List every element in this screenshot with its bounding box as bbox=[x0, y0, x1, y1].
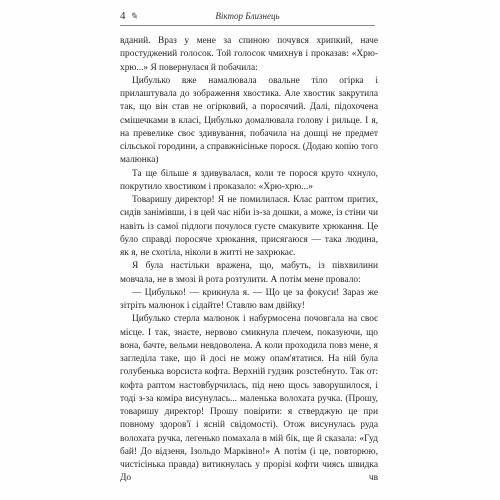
paragraph: Та ще більше я здивувалася, коли те порося круто чхнуло, покрутило хвостиком і проказало: «Хрю-хрю...» bbox=[120, 168, 378, 192]
page-number: 4 bbox=[120, 10, 126, 22]
paragraph: — Цибулько! — крикнула я. — Що це за фокуси! Зараз же зітріть малюнок і сідайте! Ставлю вам двійку! bbox=[120, 287, 378, 311]
running-title: Віктор Близнець bbox=[215, 11, 280, 21]
paragraph: вданий. Враз у мене за спиною почувся хрипкий, наче простуджений голосок. Той голосок чмихнув і проказав: «Хрю-хрю...» Я повернулася й побачила: bbox=[120, 36, 378, 73]
page-header bbox=[120, 10, 375, 26]
ornament-icon: ✎ bbox=[130, 11, 138, 21]
paragraph: Я була настільки вражена, що, мабуть, із півхвилини мовчала, не в змозі й рота розтулити. А потім мене провало: bbox=[120, 261, 378, 285]
paragraph: Цибулько стерла малюнок і набурмосена почовгала на своє місце. І так, знаєте, нервово смикнула плечем, показуючи, що вона, бачте, вельми невдоволена. А коли проходила повз мене, я загледіла таке, що й досі не можу опам'ятатися. На ній була голубенька ворсиста кофта. Верхній гудзик розстебнуто. Так от: кофта раптом настовбурчилась, під нею щось заворушилося, і тоді з-за коміра висунулась... маленька волохата ручка. (Прошу, товаришу директор! Прошу повірити: я стверджую це при повному здоров'ї і ясній свідомості). Отож висунулась руда волохата ручка, легенько помахала в мій бік, ще й сказала: «Гуд бай! До відзеня, Ізольдо Марківно!» А потім (і це, повторюю, чистісінька правда) витикнулась у прорізі кофти чиясь швидка До чв bbox=[120, 314, 378, 484]
paragraph: Цибулько вже намалювала овальне тіло огірка і прилаштувала до зображення хвостика. Але хвостик закрутила так, що він став не огірковий, а поросячий. Далі, підохочена смішечками в класі, Цибулько домалювала голову і рильце. І я, на превелике своє здивування, побачила на дошці не предмет сільської городини, а справжнісіньке порося. (Додаю копію того малюнка) bbox=[120, 75, 378, 166]
body-text bbox=[120, 35, 378, 486]
paragraph: Товаришу директор! Я не помилилася. Клас раптом притих, сидів занімівши, і в цей час ніби із-за дошки, а може, із стіни чи навіть із самої підлоги почулося густе смакувите хрюкання. Це було справді поросяче хрюкання, присягаюся — така людина, як я, не схотіла, ніколи в житті не захрюкає. bbox=[120, 195, 378, 258]
header-divider bbox=[120, 25, 375, 26]
